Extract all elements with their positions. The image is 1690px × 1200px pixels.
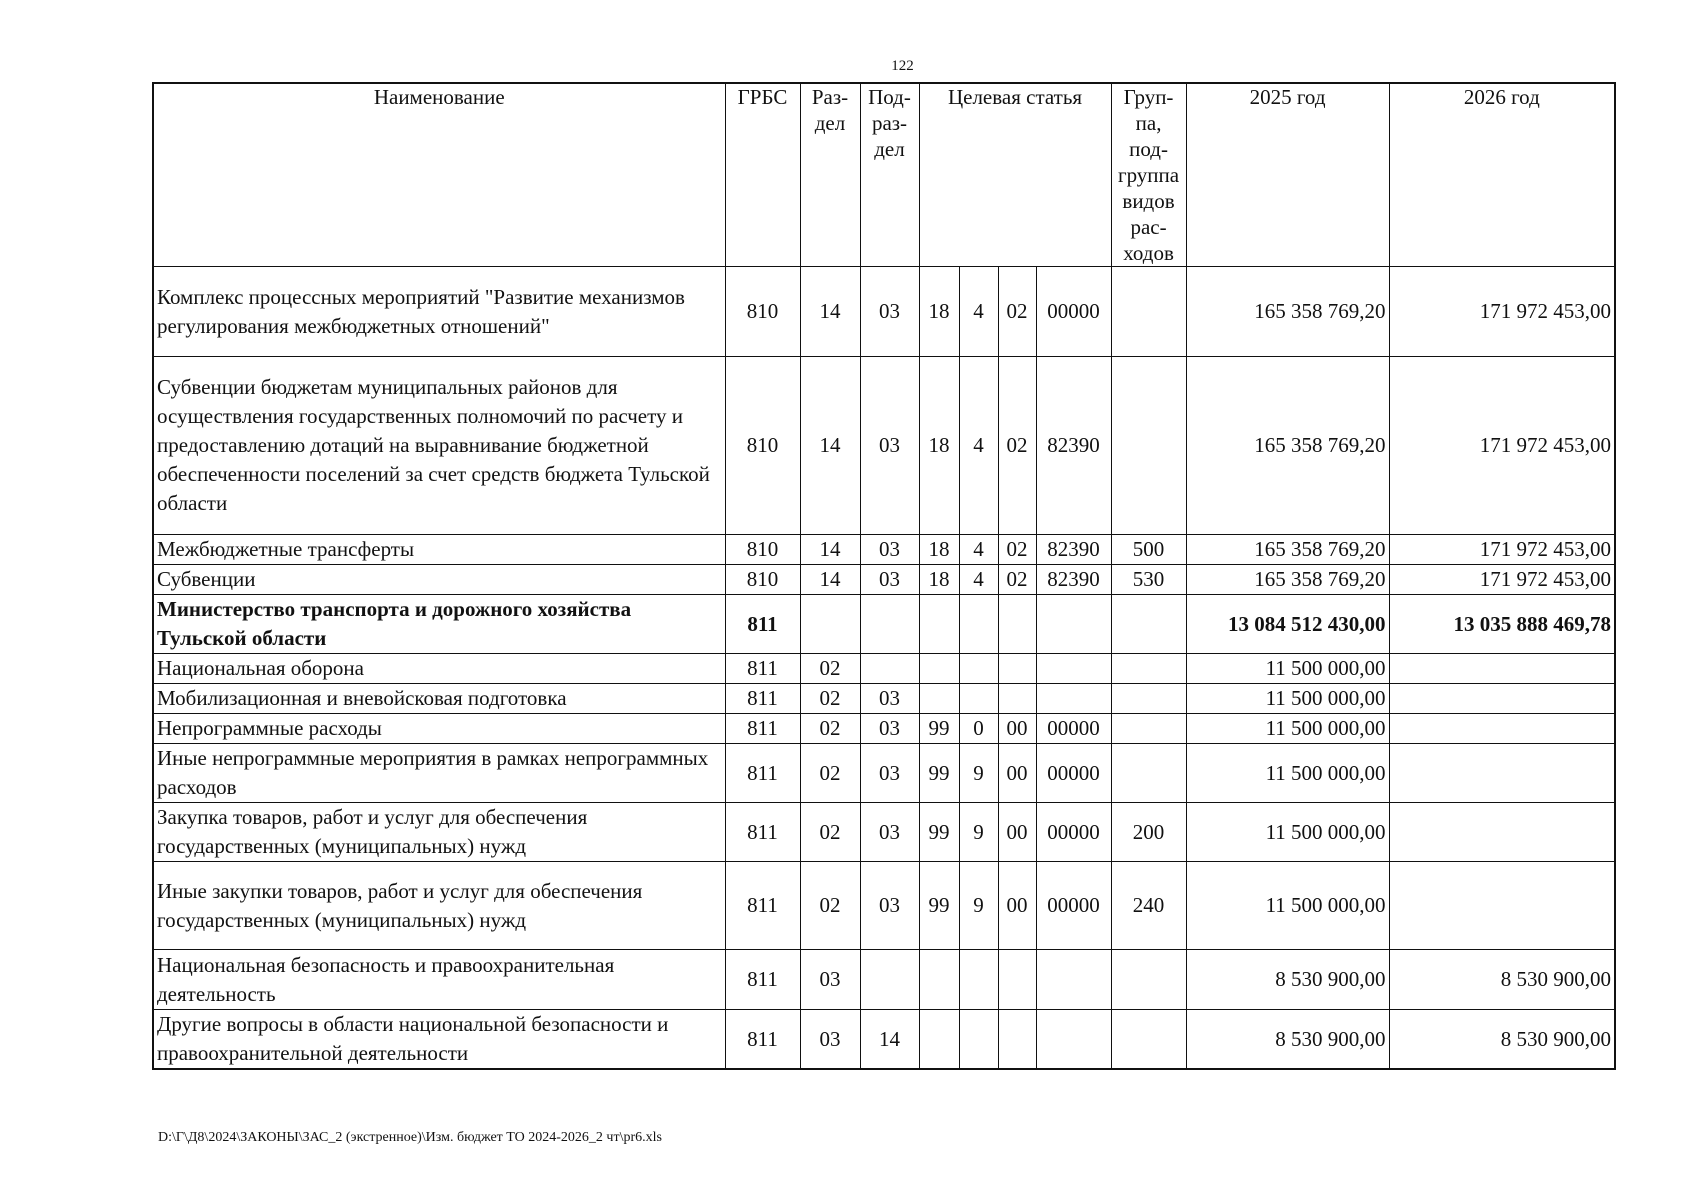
header-2025: 2025 год bbox=[1186, 83, 1389, 267]
row-razdel: 02 bbox=[800, 803, 860, 862]
row-grbs: 811 bbox=[725, 595, 800, 654]
row-razdel: 02 bbox=[800, 684, 860, 714]
row-target-program bbox=[919, 654, 959, 684]
row-expense-group: 530 bbox=[1111, 565, 1186, 595]
row-grbs: 811 bbox=[725, 744, 800, 803]
row-amount-2026: 13 035 888 469,78 bbox=[1389, 595, 1615, 654]
row-amount-2025: 165 358 769,20 bbox=[1186, 565, 1389, 595]
row-expense-group: 240 bbox=[1111, 862, 1186, 950]
header-target: Целевая статья bbox=[919, 83, 1111, 267]
row-name: Иные закупки товаров, работ и услуг для обеспечения государственных (муниципальных) нужд bbox=[153, 862, 725, 950]
row-target-program: 18 bbox=[919, 357, 959, 535]
row-expense-group bbox=[1111, 684, 1186, 714]
row-target-type bbox=[959, 595, 998, 654]
row-expense-group bbox=[1111, 1010, 1186, 1070]
table-row bbox=[153, 654, 1615, 684]
row-amount-2026 bbox=[1389, 803, 1615, 862]
row-target-direction bbox=[1036, 595, 1111, 654]
row-target-direction bbox=[1036, 654, 1111, 684]
row-target-program: 18 bbox=[919, 565, 959, 595]
page-number: 122 bbox=[891, 58, 914, 74]
row-target-direction: 00000 bbox=[1036, 803, 1111, 862]
table-row bbox=[153, 267, 1615, 357]
row-razdel: 03 bbox=[800, 1010, 860, 1070]
row-name: Другие вопросы в области национальной безопасности и правоохранительной деятельности bbox=[153, 1010, 725, 1070]
row-podrazdel bbox=[860, 595, 919, 654]
row-target-type bbox=[959, 654, 998, 684]
row-expense-group bbox=[1111, 714, 1186, 744]
row-amount-2025: 165 358 769,20 bbox=[1186, 535, 1389, 565]
row-razdel: 14 bbox=[800, 357, 860, 535]
row-name: Субвенции bbox=[153, 565, 725, 595]
row-target-direction bbox=[1036, 684, 1111, 714]
row-target-program bbox=[919, 1010, 959, 1070]
row-target-subprogram bbox=[998, 950, 1036, 1010]
row-expense-group bbox=[1111, 267, 1186, 357]
row-grbs: 811 bbox=[725, 654, 800, 684]
row-target-subprogram: 00 bbox=[998, 744, 1036, 803]
row-target-subprogram bbox=[998, 595, 1036, 654]
row-amount-2025: 165 358 769,20 bbox=[1186, 357, 1389, 535]
row-amount-2026 bbox=[1389, 684, 1615, 714]
header-group: Груп- па, под- группа видов рас- ходов bbox=[1111, 83, 1186, 267]
row-expense-group bbox=[1111, 595, 1186, 654]
row-name: Комплекс процессных мероприятий "Развитие механизмов регулирования межбюджетных отношений" bbox=[153, 267, 725, 357]
row-target-type: 4 bbox=[959, 565, 998, 595]
header-grbs: ГРБС bbox=[725, 83, 800, 267]
row-podrazdel bbox=[860, 654, 919, 684]
row-name: Закупка товаров, работ и услуг для обеспечения государственных (муниципальных) нужд bbox=[153, 803, 725, 862]
row-razdel: 02 bbox=[800, 654, 860, 684]
row-amount-2026 bbox=[1389, 862, 1615, 950]
row-target-subprogram: 02 bbox=[998, 267, 1036, 357]
row-name: Национальная безопасность и правоохранительная деятельность bbox=[153, 950, 725, 1010]
row-target-direction bbox=[1036, 1010, 1111, 1070]
row-target-subprogram: 00 bbox=[998, 714, 1036, 744]
row-target-subprogram bbox=[998, 1010, 1036, 1070]
row-amount-2025: 11 500 000,00 bbox=[1186, 744, 1389, 803]
row-razdel bbox=[800, 595, 860, 654]
row-target-type: 4 bbox=[959, 267, 998, 357]
table-row bbox=[153, 565, 1615, 595]
row-grbs: 811 bbox=[725, 684, 800, 714]
row-amount-2026: 171 972 453,00 bbox=[1389, 535, 1615, 565]
row-podrazdel: 03 bbox=[860, 803, 919, 862]
row-razdel: 02 bbox=[800, 744, 860, 803]
row-grbs: 810 bbox=[725, 357, 800, 535]
footer-file-path: D:\Г\Д8\2024\ЗАКОНЫ\ЗАС_2 (экстренное)\Изм. бюджет ТО 2024-2026_2 чт\pr6.xls bbox=[158, 1130, 662, 1145]
table-row bbox=[153, 357, 1615, 535]
row-razdel: 03 bbox=[800, 950, 860, 1010]
row-target-type: 0 bbox=[959, 714, 998, 744]
budget-table bbox=[152, 82, 1616, 1070]
table-row bbox=[153, 535, 1615, 565]
row-grbs: 811 bbox=[725, 714, 800, 744]
row-podrazdel: 03 bbox=[860, 714, 919, 744]
row-amount-2025: 11 500 000,00 bbox=[1186, 803, 1389, 862]
row-razdel: 14 bbox=[800, 535, 860, 565]
table-row bbox=[153, 950, 1615, 1010]
row-podrazdel: 03 bbox=[860, 565, 919, 595]
row-target-type: 4 bbox=[959, 357, 998, 535]
header-name: Наименование bbox=[153, 83, 725, 267]
row-razdel: 02 bbox=[800, 714, 860, 744]
row-target-subprogram: 02 bbox=[998, 535, 1036, 565]
row-target-direction: 00000 bbox=[1036, 744, 1111, 803]
row-target-program: 99 bbox=[919, 803, 959, 862]
row-podrazdel bbox=[860, 950, 919, 1010]
table-row bbox=[153, 714, 1615, 744]
row-expense-group bbox=[1111, 357, 1186, 535]
row-razdel: 02 bbox=[800, 862, 860, 950]
row-name: Мобилизационная и вневойсковая подготовка bbox=[153, 684, 725, 714]
row-razdel: 14 bbox=[800, 267, 860, 357]
row-target-direction: 82390 bbox=[1036, 357, 1111, 535]
row-amount-2026 bbox=[1389, 654, 1615, 684]
table-row bbox=[153, 595, 1615, 654]
table-row bbox=[153, 803, 1615, 862]
row-target-direction: 00000 bbox=[1036, 714, 1111, 744]
row-name: Министерство транспорта и дорожного хозяйства Тульской области bbox=[153, 595, 725, 654]
row-amount-2026 bbox=[1389, 714, 1615, 744]
table-row bbox=[153, 684, 1615, 714]
row-amount-2025: 13 084 512 430,00 bbox=[1186, 595, 1389, 654]
row-amount-2026: 8 530 900,00 bbox=[1389, 950, 1615, 1010]
row-expense-group bbox=[1111, 950, 1186, 1010]
row-podrazdel: 03 bbox=[860, 862, 919, 950]
row-grbs: 811 bbox=[725, 1010, 800, 1070]
row-target-direction: 82390 bbox=[1036, 535, 1111, 565]
row-podrazdel: 03 bbox=[860, 357, 919, 535]
row-amount-2025: 165 358 769,20 bbox=[1186, 267, 1389, 357]
row-razdel: 14 bbox=[800, 565, 860, 595]
row-target-type bbox=[959, 950, 998, 1010]
row-amount-2026: 171 972 453,00 bbox=[1389, 357, 1615, 535]
row-target-subprogram: 00 bbox=[998, 862, 1036, 950]
row-name: Непрограммные расходы bbox=[153, 714, 725, 744]
row-target-direction bbox=[1036, 950, 1111, 1010]
row-target-subprogram: 02 bbox=[998, 357, 1036, 535]
row-amount-2026: 171 972 453,00 bbox=[1389, 267, 1615, 357]
row-expense-group bbox=[1111, 744, 1186, 803]
row-podrazdel: 03 bbox=[860, 267, 919, 357]
row-grbs: 811 bbox=[725, 950, 800, 1010]
header-podrazdel: Под- раз- дел bbox=[860, 83, 919, 267]
row-amount-2026 bbox=[1389, 744, 1615, 803]
row-target-type bbox=[959, 684, 998, 714]
header-razdel: Раз- дел bbox=[800, 83, 860, 267]
row-target-type: 9 bbox=[959, 744, 998, 803]
table-row bbox=[153, 744, 1615, 803]
table-row bbox=[153, 862, 1615, 950]
row-podrazdel: 14 bbox=[860, 1010, 919, 1070]
row-amount-2025: 11 500 000,00 bbox=[1186, 684, 1389, 714]
row-target-program: 99 bbox=[919, 714, 959, 744]
table-row bbox=[153, 1010, 1615, 1070]
row-podrazdel: 03 bbox=[860, 744, 919, 803]
row-target-direction: 82390 bbox=[1036, 565, 1111, 595]
row-name: Иные непрограммные мероприятия в рамках непрограммных расходов bbox=[153, 744, 725, 803]
row-target-type bbox=[959, 1010, 998, 1070]
row-amount-2026: 8 530 900,00 bbox=[1389, 1010, 1615, 1070]
row-podrazdel: 03 bbox=[860, 684, 919, 714]
row-target-program: 18 bbox=[919, 267, 959, 357]
row-target-type: 4 bbox=[959, 535, 998, 565]
row-target-program bbox=[919, 595, 959, 654]
row-target-program: 18 bbox=[919, 535, 959, 565]
row-expense-group bbox=[1111, 654, 1186, 684]
row-target-type: 9 bbox=[959, 803, 998, 862]
header-row bbox=[153, 83, 1615, 267]
row-grbs: 811 bbox=[725, 862, 800, 950]
row-grbs: 811 bbox=[725, 803, 800, 862]
row-amount-2025: 8 530 900,00 bbox=[1186, 950, 1389, 1010]
row-target-subprogram bbox=[998, 684, 1036, 714]
row-name: Межбюджетные трансферты bbox=[153, 535, 725, 565]
row-amount-2025: 8 530 900,00 bbox=[1186, 1010, 1389, 1070]
row-amount-2026: 171 972 453,00 bbox=[1389, 565, 1615, 595]
row-expense-group: 500 bbox=[1111, 535, 1186, 565]
row-target-program bbox=[919, 950, 959, 1010]
row-amount-2025: 11 500 000,00 bbox=[1186, 654, 1389, 684]
row-amount-2025: 11 500 000,00 bbox=[1186, 862, 1389, 950]
row-target-subprogram: 02 bbox=[998, 565, 1036, 595]
row-grbs: 810 bbox=[725, 565, 800, 595]
row-amount-2025: 11 500 000,00 bbox=[1186, 714, 1389, 744]
row-target-direction: 00000 bbox=[1036, 267, 1111, 357]
row-target-direction: 00000 bbox=[1036, 862, 1111, 950]
row-podrazdel: 03 bbox=[860, 535, 919, 565]
row-grbs: 810 bbox=[725, 535, 800, 565]
row-target-subprogram: 00 bbox=[998, 803, 1036, 862]
row-name: Национальная оборона bbox=[153, 654, 725, 684]
row-grbs: 810 bbox=[725, 267, 800, 357]
row-target-program bbox=[919, 684, 959, 714]
row-expense-group: 200 bbox=[1111, 803, 1186, 862]
header-2026: 2026 год bbox=[1389, 83, 1615, 267]
row-name: Субвенции бюджетам муниципальных районов для осуществления государственных полномочий по расчету и предоставлению дотаций на выравнивание бюджетной обеспеченности поселений за счет средств бюджета Тульской области bbox=[153, 357, 725, 535]
row-target-type: 9 bbox=[959, 862, 998, 950]
row-target-program: 99 bbox=[919, 744, 959, 803]
row-target-program: 99 bbox=[919, 862, 959, 950]
row-target-subprogram bbox=[998, 654, 1036, 684]
